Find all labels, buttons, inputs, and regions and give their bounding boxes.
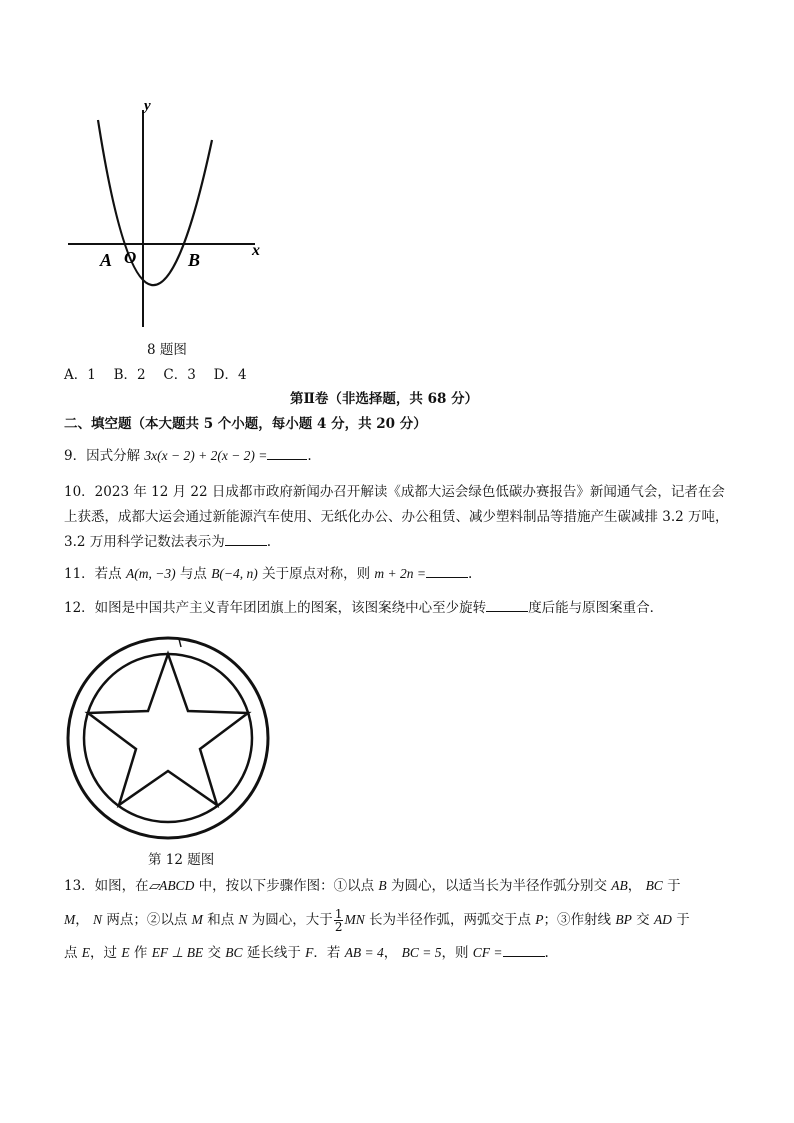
point-p: P [535, 912, 544, 927]
q13-text: ， [75, 912, 94, 928]
q13-text: ， [627, 878, 646, 894]
q13-line1 [64, 876, 681, 896]
fraction-numerator: 1 [334, 907, 343, 921]
q12-text-pre: 12．如图是中国共产主义青年团团旗上的图案，该图案绕中心至少旋转 [64, 600, 487, 616]
outer-ring [68, 638, 268, 838]
q10-answer-blank[interactable] [225, 532, 267, 546]
point-m: M [191, 912, 203, 927]
segment-mn: MN [344, 912, 365, 927]
q13-text: ，则 [441, 945, 473, 961]
question-11 [64, 564, 472, 584]
q13-text: 中，按以下步骤作图：①以点 [194, 878, 379, 894]
q10-line2: 上获悉，成都大运会通过新能源汽车使用、无纸化办公、办公租赁、减少塑料制品等措施产生碳减排 3.2 万吨， [64, 509, 729, 525]
q11-text-pre: 11．若点 [64, 566, 126, 582]
q11-text-mid2: 关于原点对称，则 [257, 566, 375, 582]
y-axis-label: y [144, 98, 151, 114]
section2-header: 二、填空题（本大题共 5 个小题，每小题 4 分，共 20 分） [64, 416, 427, 432]
q10-line3-text: 3.2 万用科学记数法表示为 [64, 534, 225, 550]
q13-text: 于 [662, 878, 681, 894]
point-e: E [121, 945, 130, 960]
point-b-label: B [188, 250, 201, 270]
q8-options: A．1 B．2 C．3 D．4 [64, 367, 247, 383]
q12-figure-caption: 第 12 题图 [148, 852, 215, 868]
q13-text: 作 [129, 945, 152, 961]
fraction-denominator: 2 [334, 920, 343, 934]
q12-answer-blank[interactable] [486, 598, 528, 612]
question-9 [64, 446, 312, 466]
q10-period: . [266, 534, 272, 550]
q13-line2 [64, 906, 690, 934]
q11-point-a: A(m, −3) [125, 566, 176, 581]
fraction-one-half [334, 908, 344, 933]
point-n: N [93, 912, 103, 927]
parallelogram-abcd: ▱ABCD [148, 878, 195, 893]
q9-text: 9．因式分解 [64, 448, 145, 464]
q9-period: . [307, 448, 312, 464]
q11-text-mid1: 与点 [175, 566, 212, 582]
segment-ad: AD [653, 912, 672, 927]
origin-label: O [124, 248, 137, 267]
q13-text: 为圆心，大于 [247, 912, 333, 928]
q13-text: 交 [203, 945, 226, 961]
q13-text: 和点 [202, 912, 239, 928]
point-n: N [238, 912, 248, 927]
segment-bc: BC [645, 878, 663, 893]
q13-text: 于 [671, 912, 690, 928]
section2-title: 第Ⅱ卷（非选择题，共 68 分） [290, 391, 479, 407]
bc-length: BC = 5 [401, 945, 442, 960]
q12-emblem-figure [62, 628, 274, 846]
q13-text: ．若 [313, 945, 345, 961]
segment-bc: BC [225, 945, 243, 960]
q8-parabola-figure [60, 95, 290, 335]
point-e: E [81, 945, 91, 960]
q11-period: . [468, 566, 473, 582]
q8-figure-caption: 8 题图 [147, 342, 187, 358]
point-a-label: A [100, 250, 113, 270]
q13-text: 交 [631, 912, 654, 928]
q9-expression: 3x(x − 2) + 2(x − 2) = [144, 448, 268, 463]
question-12 [64, 598, 663, 618]
q13-text: ；③作射线 [543, 912, 616, 928]
q13-text: 为圆心，以适当长为半径作弧分别交 [386, 878, 612, 894]
q13-text: 延长线于 [242, 945, 306, 961]
point-m: M [64, 912, 76, 927]
q11-answer-blank[interactable] [426, 564, 468, 578]
q13-text: ，过 [90, 945, 122, 961]
q11-point-b: B(−4, n) [211, 566, 258, 581]
ab-length: AB = 4 [344, 945, 384, 960]
ray-bp: BP [615, 912, 632, 927]
perpendicular-relation: EF ⊥ BE [151, 945, 204, 960]
segment-ab: AB [611, 878, 628, 893]
inner-ring [84, 654, 252, 822]
q9-answer-blank[interactable] [267, 446, 307, 460]
q13-text: 13．如图，在 [64, 878, 149, 894]
q13-text: 两点；②以点 [102, 912, 192, 928]
q10-line3 [64, 532, 271, 552]
q12-text-post: 度后能与原图案重合． [528, 600, 664, 616]
cf-expression: CF = [472, 945, 503, 960]
q11-expression: m + 2n = [374, 566, 426, 581]
q13-text: ， [383, 945, 402, 961]
x-axis-label: x [252, 242, 260, 259]
point-f: F [305, 945, 314, 960]
q13-text: 长为半径作弧，两弧交于点 [364, 912, 536, 928]
q13-period: . [544, 945, 549, 961]
q13-line3 [64, 943, 549, 963]
point-b: B [378, 878, 387, 893]
q13-answer-blank[interactable] [503, 943, 545, 957]
q10-line1: 10．2023 年 12 月 22 日成都市政府新闻办召开解读《成都大运会绿色低碳办赛报告》新闻通气会，记者在会 [64, 484, 725, 500]
q13-text: 点 [64, 945, 82, 961]
